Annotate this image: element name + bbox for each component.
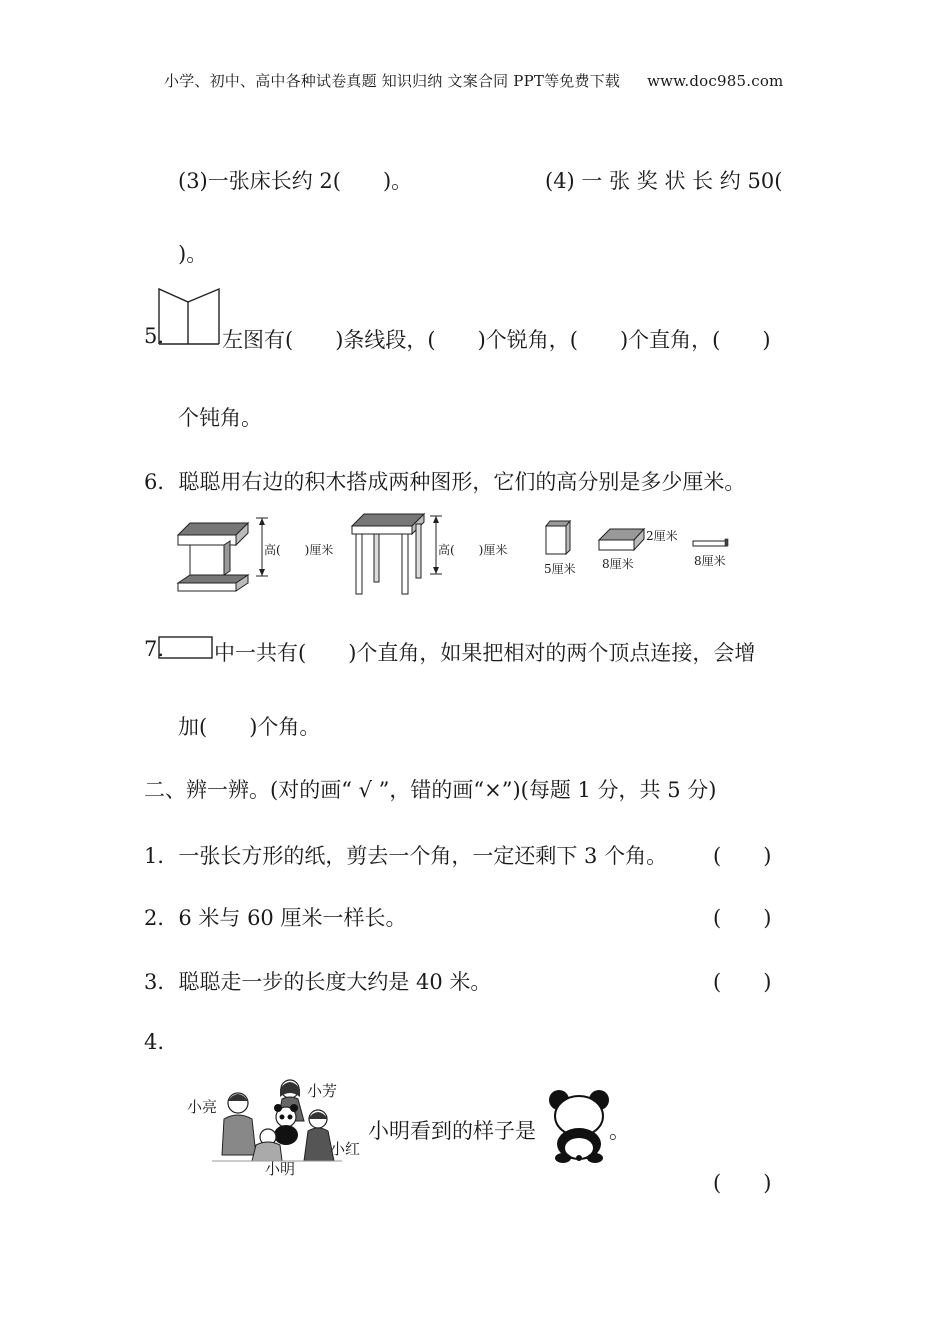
open-book-figure (158, 288, 222, 346)
question-4: (4) 一 张 奖 状 长 约 50( (545, 169, 783, 193)
flat-block (598, 528, 648, 554)
figure2-height-label: 高( )厘米 (438, 543, 508, 557)
figure1-height-label: 高( )厘米 (264, 543, 334, 557)
flat-block-width-label: 8厘米 (602, 557, 634, 571)
judge-item-4-bracket: ( ) (713, 1171, 772, 1195)
judge-item-3-bracket: ( ) (713, 970, 772, 994)
judge-item-2-bracket: ( ) (713, 906, 772, 930)
cube-block (544, 520, 574, 556)
header-url: www.doc985.com (647, 72, 784, 90)
name-xiaoming: 小明 (265, 1160, 296, 1178)
question-6: 6．聪聪用右边的积木搭成两种图形，它们的高分别是多少厘米。 (144, 470, 746, 494)
judge-item-4-number: 4. (144, 1030, 165, 1054)
page-header (164, 70, 783, 91)
cube-block-label: 5厘米 (544, 562, 576, 576)
judge-item-4-period: 。 (609, 1119, 630, 1143)
panda-back-view (547, 1088, 611, 1164)
question-5-line2: 个钝角。 (178, 406, 262, 430)
question-4-continued: )。 (178, 242, 208, 266)
name-xiaofang: 小芳 (307, 1082, 338, 1100)
section-2-title: 二、辨一辨。(对的画“ √ ”，错的画“×”)(每题 1 分，共 5 分) (144, 778, 717, 802)
judge-item-2: 2．6 米与 60 厘米一样长。 (144, 906, 407, 930)
question-5-line1: 左图有( )条线段，( )个锐角，( )个直角，( ) (222, 328, 771, 352)
judge-item-4-text: 小明看到的样子是 (368, 1119, 536, 1143)
judge-item-1: 1．一张长方形的纸，剪去一个角，一定还剩下 3 个角。 (144, 844, 668, 868)
judge-item-1-bracket: ( ) (713, 844, 772, 868)
flat-block-height-label: 2厘米 (646, 529, 678, 543)
question-7-line1: 中一共有( )个直角，如果把相对的两个顶点连接，会增 (214, 641, 756, 665)
stick-block (692, 538, 732, 550)
stick-block-label: 8厘米 (694, 554, 726, 568)
rectangle-figure (158, 636, 214, 660)
stacked-blocks-figure (178, 515, 278, 595)
question-7-number: 7. (144, 637, 165, 661)
name-xiaohong: 小红 (330, 1140, 361, 1158)
judge-item-3: 3．聪聪走一步的长度大约是 40 米。 (144, 970, 492, 994)
name-xiaoliang: 小亮 (187, 1098, 218, 1116)
question-3: (3)一张床长约 2( )。 (178, 169, 413, 193)
question-5-number: 5. (144, 324, 165, 348)
question-7-line2: 加( )个角。 (178, 715, 321, 739)
header-left-text: 小学、初中、高中各种试卷真题 知识归纳 文案合同 PPT等免费下载 (164, 72, 621, 90)
stool-figure (352, 512, 452, 596)
